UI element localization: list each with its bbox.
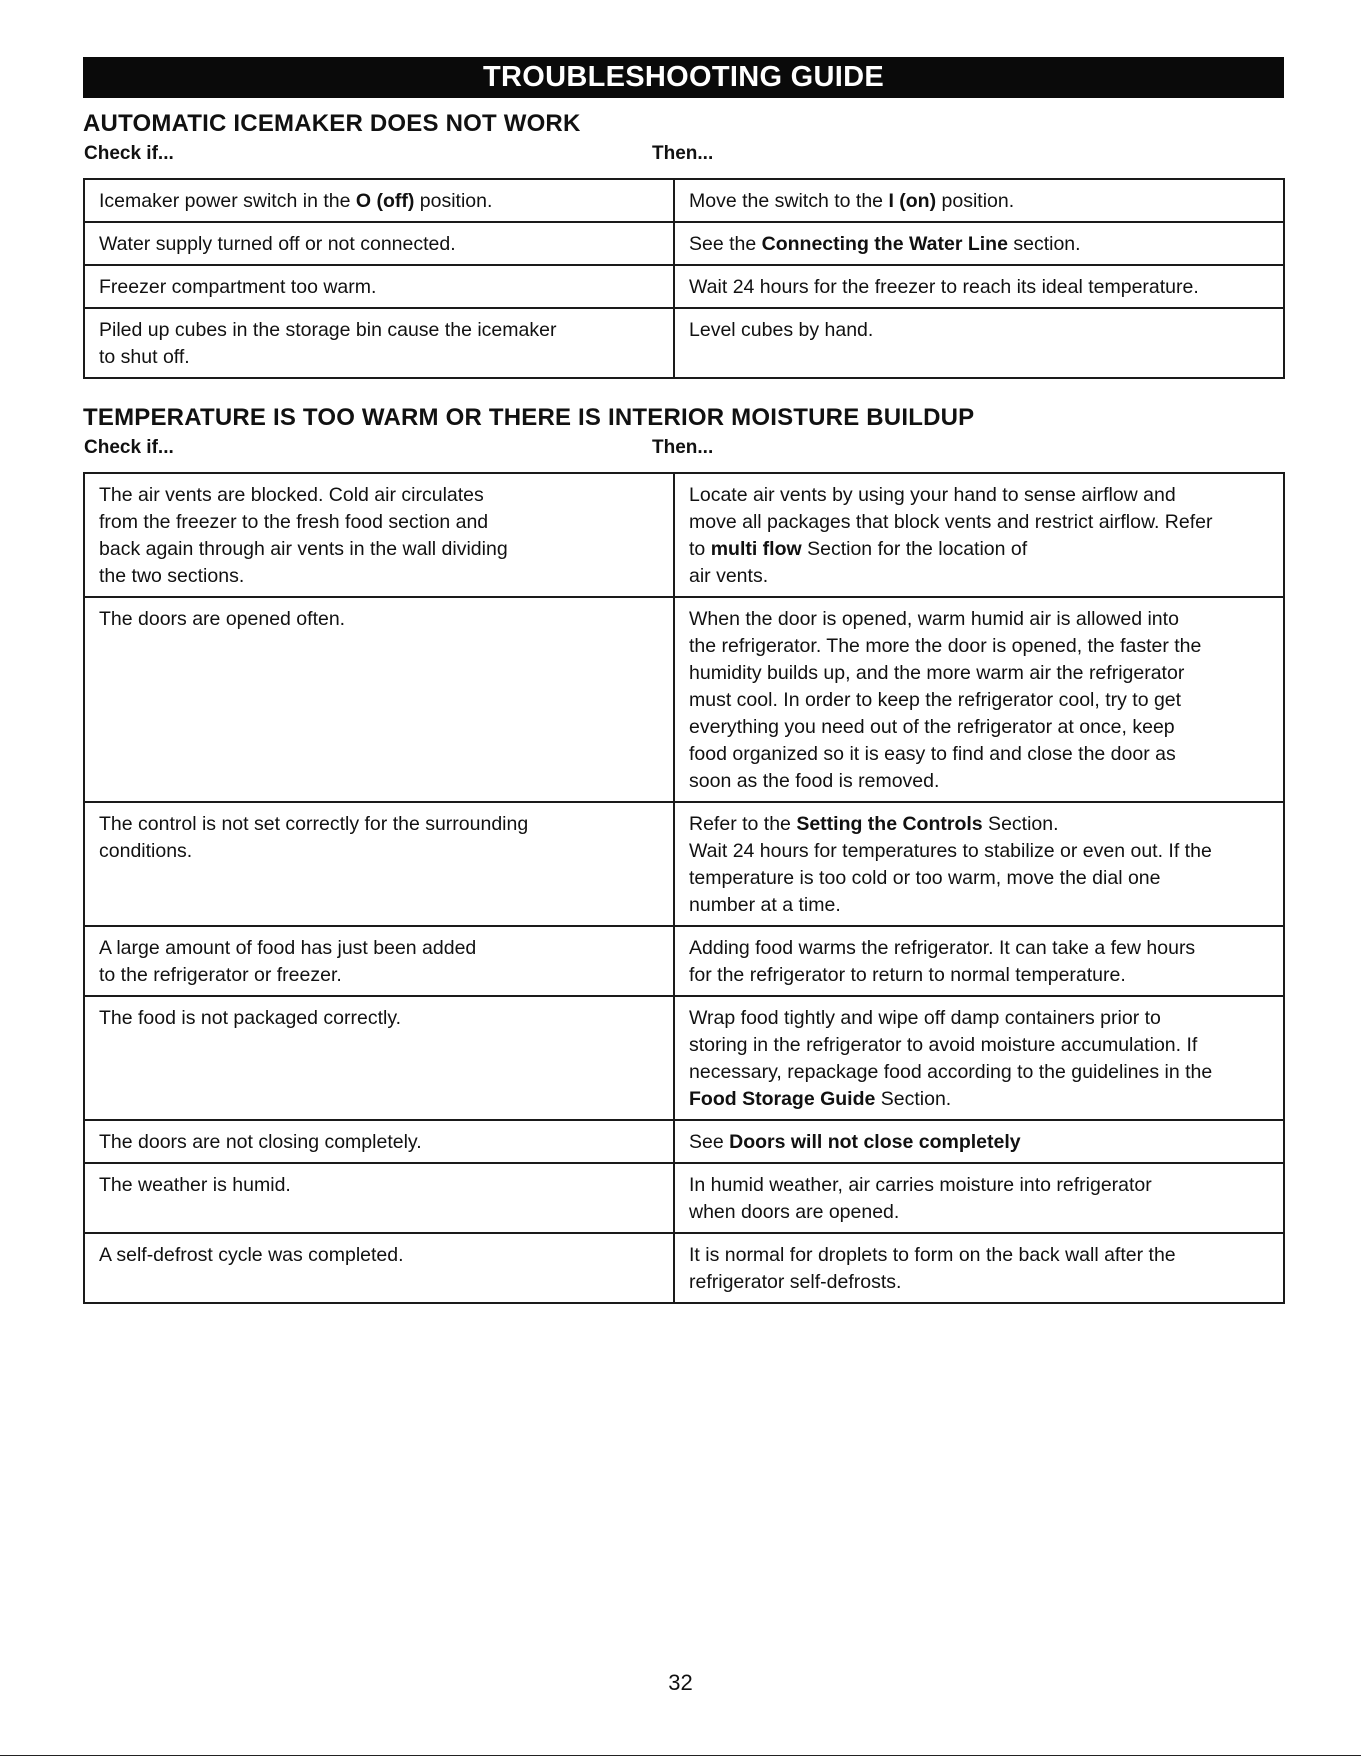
table-row <box>84 1120 1284 1163</box>
then-cell: Move the switch to the I (on) position. <box>674 179 1284 222</box>
check-cell: Piled up cubes in the storage bin cause the icemaker to shut off. <box>84 308 674 378</box>
check-cell: A self-defrost cycle was completed. <box>84 1233 674 1303</box>
section-title-temperature: TEMPERATURE IS TOO WARM OR THERE IS INTERIOR MOISTURE BUILDUP <box>83 404 975 431</box>
table-row <box>84 996 1284 1120</box>
table-row <box>84 222 1284 265</box>
then-cell: When the door is opened, warm humid air is allowed into the refrigerator. The more the door is opened, the faster the humidity builds up, and the more warm air the refrigerator must cool. In order to keep the refrigerator cool, try to get everything you need out of the refrigerator at once, keep food organized so it is easy to find and close the door as soon as the food is removed. <box>674 597 1284 802</box>
check-cell: The doors are opened often. <box>84 597 674 802</box>
then-header: Then... <box>652 437 714 458</box>
table-row <box>84 179 1284 222</box>
then-cell: It is normal for droplets to form on the back wall after the refrigerator self-defrosts. <box>674 1233 1284 1303</box>
table-row <box>84 1233 1284 1303</box>
table-row <box>84 926 1284 996</box>
table-row <box>84 597 1284 802</box>
check-cell: The doors are not closing completely. <box>84 1120 674 1163</box>
icemaker-table <box>83 178 1285 379</box>
section-title-icemaker: AUTOMATIC ICEMAKER DOES NOT WORK <box>83 110 581 137</box>
then-cell: In humid weather, air carries moisture into refrigerator when doors are opened. <box>674 1163 1284 1233</box>
check-if-header: Check if... <box>84 437 174 458</box>
table-row <box>84 473 1284 597</box>
temperature-table-body <box>84 473 1284 1303</box>
footer-rule <box>0 1755 1361 1756</box>
then-cell: Wait 24 hours for the freezer to reach its ideal temperature. <box>674 265 1284 308</box>
then-header: Then... <box>652 143 714 164</box>
then-cell: Locate air vents by using your hand to sense airflow and move all packages that block vents and restrict airflow. Refer to multi flow Section for the location of air vents. <box>674 473 1284 597</box>
check-cell: The air vents are blocked. Cold air circulates from the freezer to the fresh food section and back again through air vents in the wall dividing the two sections. <box>84 473 674 597</box>
check-if-header: Check if... <box>84 143 174 164</box>
check-cell: The control is not set correctly for the surrounding conditions. <box>84 802 674 926</box>
check-cell: Water supply turned off or not connected. <box>84 222 674 265</box>
guide-banner: TROUBLESHOOTING GUIDE <box>83 57 1284 98</box>
then-cell: Wrap food tightly and wipe off damp containers prior to storing in the refrigerator to avoid moisture accumulation. If necessary, repackage food according to the guidelines in the Food Storage Guide Section. <box>674 996 1284 1120</box>
table-row <box>84 802 1284 926</box>
then-cell: Refer to the Setting the Controls Section. Wait 24 hours for temperatures to stabilize or even out. If the temperature is too cold or too warm, move the dial one number at a time. <box>674 802 1284 926</box>
then-cell: Adding food warms the refrigerator. It can take a few hours for the refrigerator to return to normal temperature. <box>674 926 1284 996</box>
temperature-table <box>83 472 1285 1304</box>
then-cell: See the Connecting the Water Line section. <box>674 222 1284 265</box>
table-row <box>84 308 1284 378</box>
page-number: 32 <box>668 1670 693 1695</box>
table-row <box>84 1163 1284 1233</box>
check-cell: A large amount of food has just been added to the refrigerator or freezer. <box>84 926 674 996</box>
then-cell: Level cubes by hand. <box>674 308 1284 378</box>
then-cell: See Doors will not close completely <box>674 1120 1284 1163</box>
check-cell: The weather is humid. <box>84 1163 674 1233</box>
check-cell: Icemaker power switch in the O (off) position. <box>84 179 674 222</box>
icemaker-table-body <box>84 179 1284 378</box>
check-cell: The food is not packaged correctly. <box>84 996 674 1120</box>
check-cell: Freezer compartment too warm. <box>84 265 674 308</box>
table-row <box>84 265 1284 308</box>
